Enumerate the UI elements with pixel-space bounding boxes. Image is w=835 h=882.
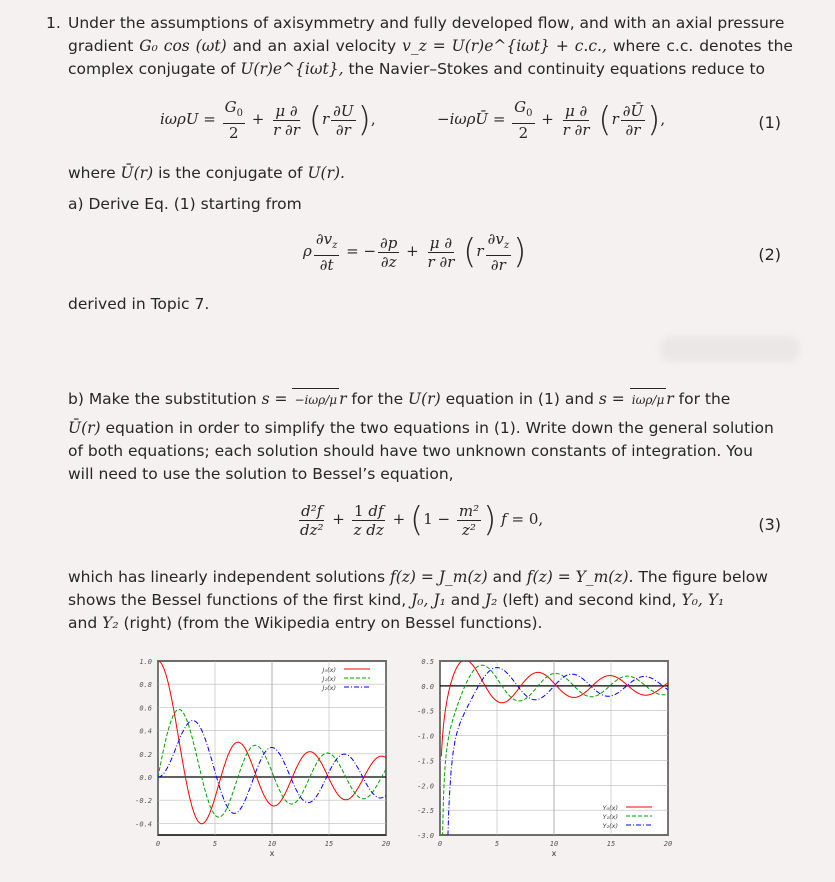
math: Ū(r) [120,164,154,182]
y-tick-label: -1.5 [417,757,434,766]
equation-2: ρ $\frac{\partial v_z}{\partial t}$ = − $\frac{\partial p}{\partial z}$ + $\frac{\mu \partial}{r \partial r}$ (r $\frac{\partial v_z}{\partial r}$ ) [303,230,527,274]
equation-3-label: (3) [758,515,781,534]
y-tick-label: 0.0 [139,774,152,782]
text: and [450,591,480,609]
legend-label: J₁(x) [322,675,336,683]
text: gradient [68,37,134,55]
math-axial-velocity: v_z = U(r)e^{iωt} + c.c., [402,37,607,55]
text: (left) and second kind, [502,591,677,609]
math: U(r) [408,390,441,408]
math: Ū(r) [68,419,101,437]
where-line [68,162,345,184]
y-tick-label: 0.4 [139,727,152,736]
y-tick-label: -1.0 [417,732,434,741]
bessel-first-kind-chart [118,655,398,860]
x-axis-label: x [269,849,275,858]
y-tick-label: -0.2 [135,797,152,806]
y-tick-label: 0.2 [139,750,152,759]
text: (right) (from the Wikipedia entry on Bessel functions). [123,614,543,632]
y-tick-label: -2.5 [417,807,434,816]
equation-1-label: (1) [758,113,781,132]
y-tick-label: 0.6 [139,704,152,713]
math: s = [598,390,625,408]
text: where c.c. denotes the [612,37,793,55]
bessel-second-kind-chart [400,655,680,860]
equation-3: $\frac{\text{d²f}}{\text{dz²}}$ + $\frac{1 df}{\text{z dz}}$ + (1 − $\frac{\text{m²}}{\text{z²}}$ ) f = 0, [300,500,544,540]
equation-1-left: iωρU = $\frac{G_0}{2}$ + $\frac{\mu \partial}{r \partial r}$ (r $\frac{\partial U}{\partial r}$ ), [160,98,376,142]
legend-label: Y₀(x) [602,804,618,812]
x-tick-label: 10 [267,840,277,848]
sqrt-expr: iωρ/μ [630,388,667,411]
equation-2-label: (2) [758,245,781,264]
text: and [492,568,522,586]
text: which has linearly independent solutions [68,568,386,586]
which-line-1 [68,566,768,588]
math: f(z) = J_m(z) [389,568,488,586]
equation-1-right: −iωρŪ = $\frac{G_0}{2}$ + $\frac{\mu \partial}{r \partial r}$ (r $\frac{\partial Ū}{\partial r}$ ), [437,98,666,142]
text: is the conjugate of [158,164,303,182]
legend-label: J₂(x) [322,684,336,692]
text: complex conjugate of [68,60,236,78]
derived-line: derived in Topic 7. [68,295,210,313]
text: where [68,164,116,182]
intro-line-3 [68,58,765,80]
text: The figure below [638,568,768,586]
text: equation in (1) and [445,390,594,408]
text: equation in order to simplify the two equations in (1). Write down the general solution [105,419,774,437]
text: the Navier–Stokes and continuity equations reduce to [348,60,766,78]
intro-line-2 [68,35,793,57]
x-tick-label: 0 [437,840,443,848]
text: b) Make the substitution [68,390,257,408]
math: f(z) = Y_m(z). [526,568,634,586]
part-b-line-1: b) Make the substitution s = −iωρ/μ r for the U(r) equation in (1) and s = iωρ/μ r for the [68,388,730,411]
y-tick-label: -3.0 [417,832,434,840]
y-tick-label: 1.0 [139,658,152,666]
x-tick-label: 10 [549,840,559,848]
smudge [660,336,800,362]
x-tick-label: 15 [606,840,616,848]
math-pressure-gradient: G₀ cos (ωt) [139,37,227,55]
y-tick-label: -0.5 [417,707,434,716]
text: for the [351,390,404,408]
y-tick-label: 0.0 [421,682,434,691]
math: Y₂ [102,614,119,632]
intro-line-1: Under the assumptions of axisymmetry and fully developed flow, and with an axial pressure [68,14,785,32]
legend-label: Y₂(x) [602,822,618,830]
math: Y₀, Y₁ [681,591,725,609]
legend-label: Y₁(x) [602,813,618,821]
problem-number: 1. [46,14,61,32]
text: for the [678,390,731,408]
which-line-2 [68,589,724,611]
y-tick-label: -2.0 [417,782,434,791]
x-tick-label: 5 [212,840,218,848]
math-complex: U(r)e^{iωt}, [240,60,344,78]
text: and [68,614,98,632]
x-axis-label: x [551,849,557,858]
part-b-line-3: of both equations; each solution should have two unknown constants of integration. You [68,442,753,460]
y-tick-label: 0.5 [421,658,434,666]
math: J₂ [484,591,498,609]
x-tick-label: 20 [381,840,391,848]
text: shows the Bessel functions of the first kind, [68,591,407,609]
y-tick-label: 0.8 [139,681,152,690]
math: U(r). [307,164,345,182]
math: J₀, J₁ [411,591,446,609]
x-tick-label: 15 [324,840,334,848]
x-tick-label: 20 [663,840,673,848]
which-line-3 [68,612,542,634]
legend-label: J₀(x) [322,666,336,674]
part-a-heading: a) Derive Eq. (1) starting from [68,195,302,213]
math: s = [261,390,288,408]
sqrt-expr: −iωρ/μ [292,388,339,411]
part-b-line-4: will need to use the solution to Bessel’s equation, [68,465,454,483]
text: and an axial velocity [232,37,397,55]
y-tick-label: -0.4 [135,820,152,829]
part-b-line-2 [68,417,774,439]
x-tick-label: 0 [155,840,161,848]
x-tick-label: 5 [494,840,500,848]
